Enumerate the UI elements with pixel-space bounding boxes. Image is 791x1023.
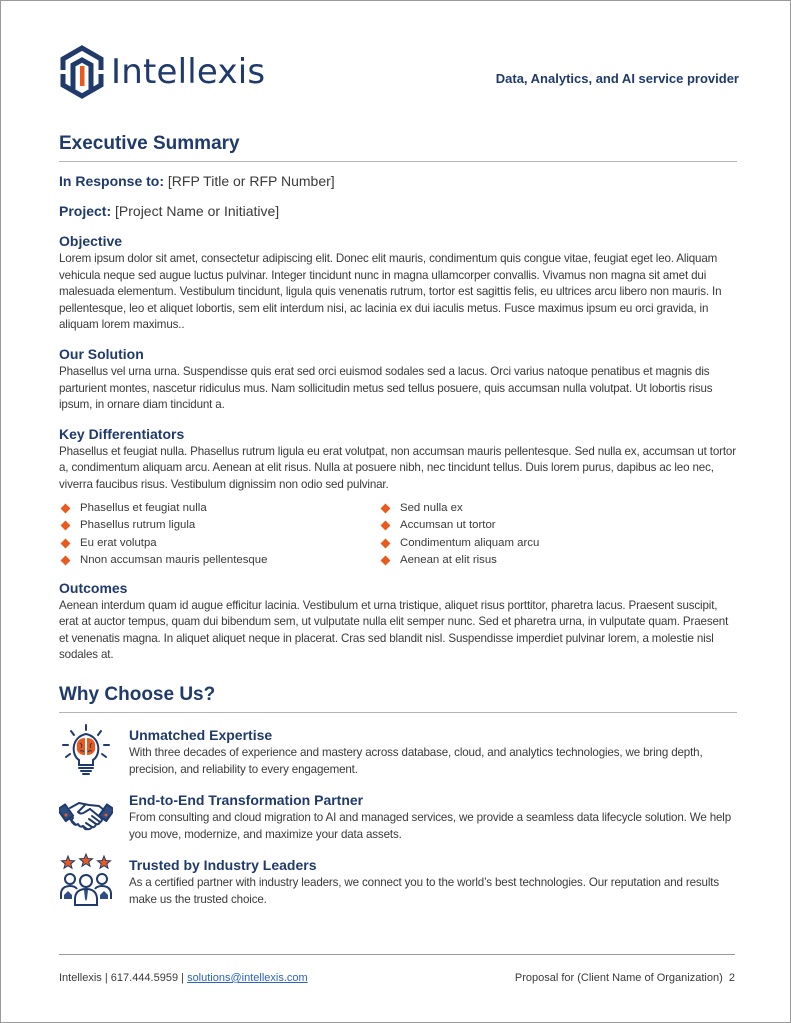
handshake-icon — [59, 788, 113, 842]
why-choose-us-title: Why Choose Us? — [59, 684, 737, 713]
diamond-bullet-icon — [61, 503, 71, 513]
differentiators-text: Phasellus et feugiat nulla. Phasellus rutrum ligula eu erat volutpat, non accumsan mauris pellentesque. Sed nulla ex, accumsan ut tortor a, condimentum aliquam arcu. Aenean at elit risus. Nulla at posuere nibh, nec tincidunt tellus. Duis lorem purus, dapibus ac leo nec, viverra faucibus risus. Vestibulum dignissim non odio sed pulvinar. — [59, 444, 736, 491]
why-item-heading: End-to-End Transformation Partner — [129, 792, 364, 809]
why-item-trusted — [59, 857, 737, 908]
objective-text: Lorem ipsum dolor sit amet, consectetur adipiscing elit. Donec elit mauris, condimentum quis congue vitae, feugiat eget leo. Aliquam vehicula neque sed augue luctus pulvinar. Integer tincidunt nunc in magna ullamcorper convallis. Vivamus non magna sit amet dui malesuada elementum. Vestibulum tincidunt, ligula quis venenatis rutrum, tortor est sagittis felis, eu ultrices arcu libero non mauris. In pellentesque, leo et aliquet lobortis, sem elit interdum nisi, ac lacinia ex dui iaculis metus. Fusce maximus ipsum eu orci gravida, in aliquam lorem maximus.. — [59, 252, 722, 332]
list-item — [379, 535, 699, 553]
project-label: Project: — [59, 203, 112, 219]
why-item-text — [129, 727, 737, 778]
lightbulb-brain-icon — [59, 723, 113, 777]
footer-proposal-info — [515, 972, 735, 984]
outcomes-text: Aenean interdum quam id augue efficitur lacinia. Vestibulum et urna tristique, aliquet risus porttitor, pharetra lacus. Praesent suscipit, erat at auctor tempus, quam dui bibendum sem, ut vulputate nulla elit semper nunc. Sed et pharetra urna, in vulputate quam. Praesent et venenatis magna. In aliquet aliquet neque in placerat. Cras sed blandit nisl. Suspendisse imperdiet pulvinar lorem, a molestie nisl sodales at. — [59, 598, 729, 662]
bullet-text: Accumsan ut tortor — [400, 519, 496, 532]
why-item-description: With three decades of experience and mastery across database, cloud, and analytics technologies, we bring depth, precision, and reliability to every engagement. — [129, 745, 703, 776]
list-item — [59, 517, 379, 535]
list-item — [379, 517, 699, 535]
page-number: 2 — [728, 972, 735, 984]
diamond-bullet-icon — [61, 521, 71, 531]
bullet-column-right — [379, 500, 699, 570]
solution-heading: Our Solution — [59, 345, 144, 362]
diamond-bullet-icon — [381, 538, 391, 548]
why-item-heading: Trusted by Industry Leaders — [129, 857, 317, 874]
list-item — [59, 500, 379, 518]
outcomes-heading: Outcomes — [59, 579, 128, 596]
in-response-to-value: [RFP Title or RFP Number] — [164, 173, 335, 189]
list-item — [59, 535, 379, 553]
objective-heading: Objective — [59, 233, 123, 249]
company-tagline: Data, Analytics, and AI service provider — [495, 71, 739, 86]
diamond-bullet-icon — [61, 556, 71, 566]
why-item-heading: Unmatched Expertise — [129, 726, 273, 743]
bullet-text: Aenean at elit risus — [400, 554, 497, 567]
in-response-to-line — [59, 173, 737, 189]
footer-separator: | — [101, 972, 111, 984]
bullet-text: Phasellus et feugiat nulla — [80, 501, 207, 514]
executive-summary-title: Executive Summary — [59, 133, 737, 162]
solution-text: Phasellus vel urna urna. Suspendisse quis erat sed orci euismod sodales sed a lacus. Orci varius natoque penatibus et magnis dis parturient montes, nascetur ridiculus mus. Nam sollicitudin metus sed tellus posuere, quis accumsan nulla volutpat. Ut lobortis risus ipsum, in ornare diam tincidunt a. — [59, 364, 713, 412]
footer-divider — [59, 954, 735, 955]
brand-logo[interactable] — [59, 45, 265, 99]
project-line — [59, 203, 737, 219]
rated-team-icon — [59, 853, 113, 907]
bullet-text: Eu erat volutpa — [80, 536, 157, 549]
bullet-text: Sed nulla ex — [400, 501, 463, 514]
diamond-bullet-icon — [381, 521, 391, 531]
executive-summary-section — [59, 133, 737, 664]
bullet-text: Condimentum aliquam arcu — [400, 536, 540, 549]
list-item — [379, 552, 699, 570]
bullet-text: Nnon accumsan mauris pellentesque — [80, 554, 268, 567]
main-content — [59, 133, 737, 922]
list-item — [379, 500, 699, 518]
footer-email-link[interactable]: solutions@intellexis.com — [187, 972, 308, 984]
footer-company: Intellexis — [59, 972, 102, 984]
why-item-expertise — [59, 727, 737, 778]
in-response-to-label: In Response to: — [59, 173, 165, 189]
page-header — [59, 45, 739, 101]
why-item-text — [129, 857, 737, 908]
bullet-column-left — [59, 500, 379, 570]
footer-contact — [59, 972, 308, 984]
brand-name: Intellexis — [111, 52, 266, 92]
footer-separator: | — [178, 972, 188, 984]
differentiators-bullet-list — [59, 500, 699, 570]
project-value: [Project Name or Initiative] — [111, 203, 280, 219]
diamond-bullet-icon — [381, 556, 391, 566]
differentiators-heading: Key Differentiators — [59, 425, 185, 442]
why-item-description: From consulting and cloud migration to AI and managed services, we provide a seamless data lifecycle solution. We help you move, modernize, and maximize your data assets. — [129, 811, 732, 841]
bullet-text: Phasellus rutrum ligula — [80, 519, 196, 532]
diamond-bullet-icon — [381, 503, 391, 513]
why-choose-us-section — [59, 684, 737, 909]
why-item-description: As a certified partner with industry leaders, we connect you to the world’s best technologies. Our reputation and results make us the trusted choice. — [129, 876, 719, 906]
footer-proposal-for: Proposal for (Client Name of Organization) — [514, 972, 723, 984]
list-item — [59, 552, 379, 570]
diamond-bullet-icon — [61, 538, 71, 548]
why-item-transformation — [59, 792, 737, 843]
footer-phone[interactable]: 617.444.5959 — [110, 972, 179, 984]
why-item-text — [129, 792, 737, 843]
intellexis-logo-icon — [59, 45, 105, 99]
